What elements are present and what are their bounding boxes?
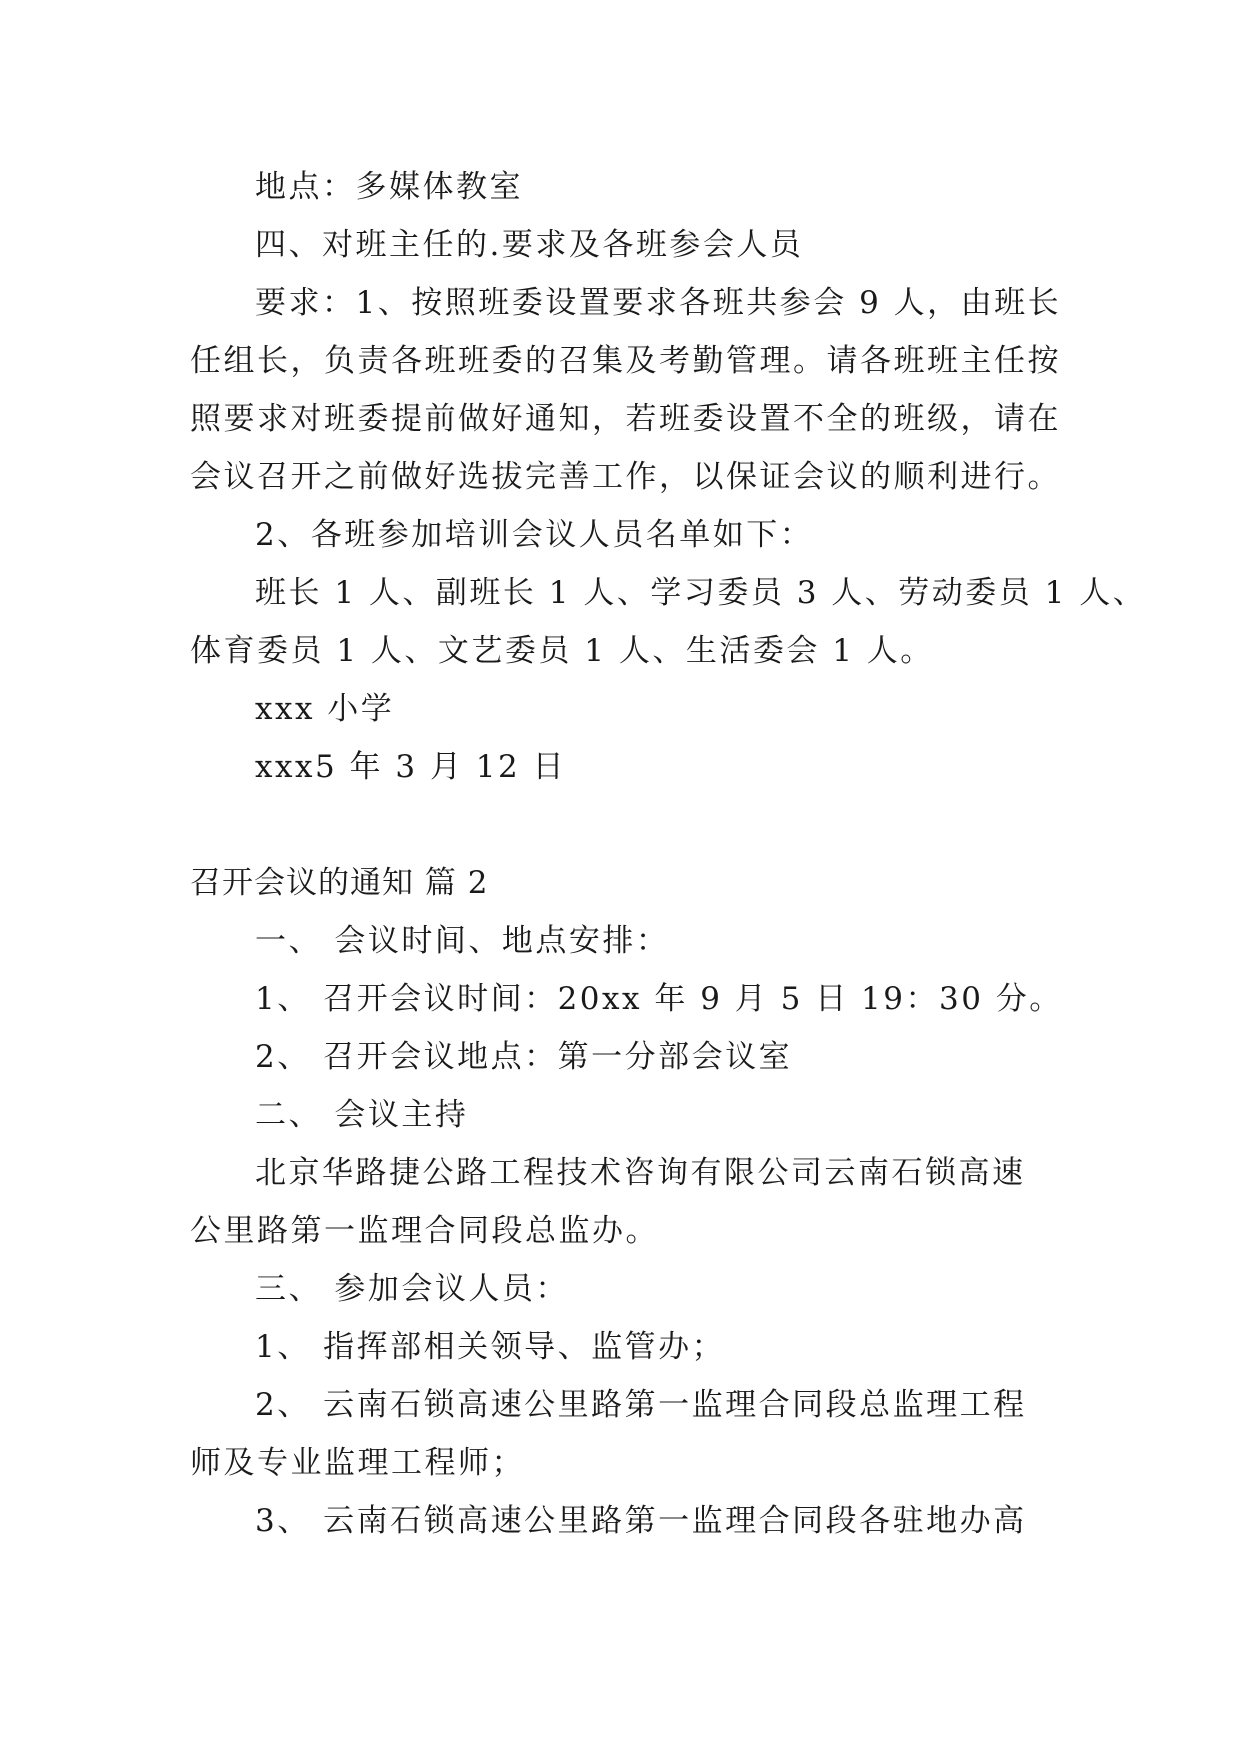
requirements-paragraph-line-4: 会议召开之前做好选拔完善工作，以保证会议的顺利进行。 (190, 459, 1061, 495)
attendee-list-heading: 2、各班参加培训会议人员名单如下： (255, 517, 814, 553)
participant-item-2-line-2: 师及专业监理工程师； (190, 1445, 525, 1481)
section-two-heading: 二、 会议主持 (255, 1097, 469, 1133)
section-three-heading: 三、 参加会议人员： (255, 1271, 569, 1307)
signature-date: xxx5 年 3 月 12 日 (255, 749, 567, 785)
meeting-place-line: 2、 召开会议地点：第一分部会议室 (255, 1039, 793, 1075)
participant-item-3-line-1: 3、 云南石锁高速公里路第一监理合同段各驻地办高 (255, 1503, 1027, 1539)
host-paragraph-line-1: 北京华路捷公路工程技术咨询有限公司云南石锁高速 (255, 1155, 1026, 1191)
attendee-list-line-2: 体育委员 1 人、文艺委员 1 人、生活委会 1 人。 (190, 633, 934, 669)
meeting-time-line: 1、 召开会议时间：20xx 年 9 月 5 日 19：30 分。 (255, 981, 1063, 1017)
location-line: 地点：多媒体教室 (255, 169, 523, 205)
participant-item-1: 1、 指挥部相关领导、监管办； (255, 1329, 726, 1365)
attendee-list-line-1: 班长 1 人、副班长 1 人、学习委员 3 人、劳动委员 1 人、 (255, 575, 1147, 611)
requirements-paragraph-line-1: 要求：1、按照班委设置要求各班共参会 9 人，由班长 (255, 285, 1062, 321)
host-paragraph-line-2: 公里路第一监理合同段总监办。 (190, 1213, 659, 1249)
requirements-paragraph-line-2: 任组长，负责各班班委的召集及考勤管理。请各班班主任按 (190, 343, 1061, 379)
participant-item-2-line-1: 2、 云南石锁高速公里路第一监理合同段总监理工程 (255, 1387, 1027, 1423)
requirements-paragraph-line-3: 照要求对班委提前做好通知，若班委设置不全的班级，请在 (190, 401, 1061, 437)
notice-title-part-2: 召开会议的通知 篇 2 (190, 865, 489, 901)
section-four-heading: 四、对班主任的.要求及各班参会人员 (255, 227, 804, 263)
section-one-heading: 一、 会议时间、地点安排： (255, 923, 670, 959)
signature-school: xxx 小学 (255, 691, 395, 727)
